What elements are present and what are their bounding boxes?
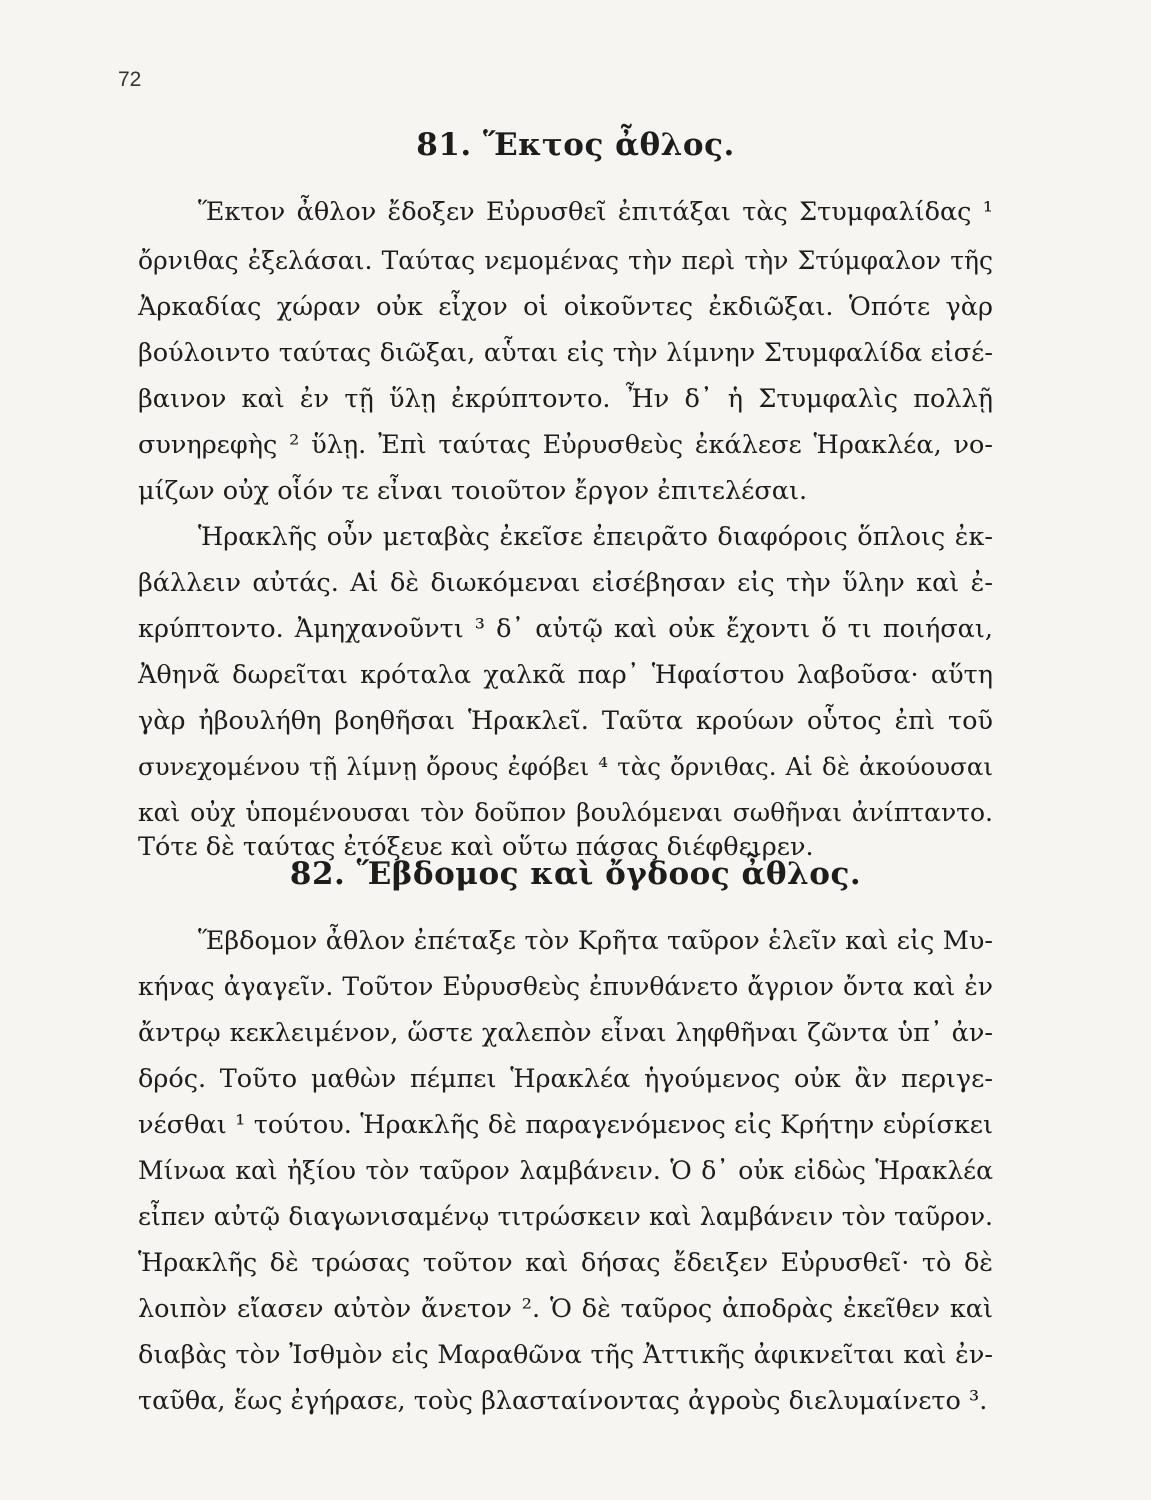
text-line: Τότε δὲ ταύτας ἐτόξευε καὶ οὕτω πάσας διέφθειρεν.: [138, 832, 814, 862]
text-line: Ἡρακλῆς οὖν μεταβὰς ἐκεῖσε ἐπειρᾶτο διαφόροις ὅπλοις ἐκ-: [198, 522, 993, 552]
text-line: συνηρεφὴς ² ὕλῃ. Ἐπὶ ταύτας Εὐρυσθεὺς ἐκάλεσε Ἡρακλέα, νο-: [138, 430, 993, 460]
text-line: συνεχομένου τῇ λίμνῃ ὄρους ἐφόβει ⁴ τὰς ὄρνιθας. Αἱ δὲ ἀκούουσαι: [138, 752, 993, 781]
text-line: κρύπτοντο. Ἀμηχανοῦντι ³ δ᾽ αὐτῷ καὶ οὐκ ἔχοντι ὅ τι ποιήσαι,: [138, 614, 993, 644]
text-line: βαινον καὶ ἐν τῇ ὕλῃ ἐκρύπτοντο. Ἦν δ᾽ ἡ Στυμφαλὶς πολλῇ: [138, 384, 993, 414]
text-line: γὰρ ἠβουλήθη βοηθῆσαι Ἡρακλεῖ. Ταῦτα κρούων οὗτος ἐπὶ τοῦ: [138, 706, 993, 736]
text-line: καὶ οὐχ ὑπομένουσαι τὸν δοῦπον βουλόμεναι σωθῆναι ἀνίπταντο.: [138, 798, 993, 827]
text-line: ὄρνιθας ἐξελάσαι. Ταύτας νεμομένας τὴν περὶ τὴν Στύμφαλον τῆς: [138, 246, 993, 275]
text-line: δρός. Τοῦτο μαθὼν πέμπει Ἡρακλέα ἡγούμενος οὐκ ἂν περιγε-: [138, 1064, 993, 1094]
text-line: κήνας ἀγαγεῖν. Τοῦτον Εὐρυσθεὺς ἐπυνθάνετο ἄγριον ὄντα καὶ ἐν: [138, 972, 993, 1001]
text-line: Ἡρακλῆς δὲ τρώσας τοῦτον καὶ δήσας ἔδειξεν Εὐρυσθεῖ· τὸ δὲ: [138, 1248, 993, 1278]
text-line: ἄντρῳ κεκλειμένον, ὥστε χαλεπὸν εἶναι ληφθῆναι ζῶντα ὑπ᾽ ἀν-: [138, 1018, 993, 1048]
page-number: 72: [118, 68, 142, 91]
text-line: λοιπὸν εἴασεν αὐτὸν ἄνετον ². Ὁ δὲ ταῦρος ἀποδρὰς ἐκεῖθεν καὶ: [138, 1294, 993, 1324]
text-line: μίζων οὐχ οἷόν τε εἶναι τοιοῦτον ἔργον ἐπιτελέσαι.: [138, 476, 808, 506]
section-82-heading: 82. Ἕβδομος καὶ ὄγδοος ἆθλος.: [289, 856, 862, 892]
text-line: βούλοιντο ταύτας διῶξαι, αὗται εἰς τὴν λίμνην Στυμφαλίδα εἰσέ-: [138, 338, 993, 368]
text-line: ταῦθα, ἕως ἐγήρασε, τοὺς βλασταίνοντας ἀγροὺς διελυμαίνετο ³.: [138, 1386, 988, 1416]
text-line: Ἕκτον ἆθλον ἔδοξεν Εὐρυσθεῖ ἐπιτάξαι τὰς Στυμφαλίδας ¹: [198, 197, 993, 227]
section-81-heading: 81. Ἕκτος ἆθλος.: [416, 127, 735, 163]
text-line: Ἀρκαδίας χώραν οὐκ εἶχον οἱ οἰκοῦντες ἐκδιῶξαι. Ὁπότε γὰρ: [138, 292, 993, 322]
text-line: βάλλειν αὐτάς. Αἱ δὲ διωκόμεναι εἰσέβησαν εἰς τὴν ὕλην καὶ ἐ-: [138, 568, 993, 598]
text-line: Ἀθηνᾶ δωρεῖται κρόταλα χαλκᾶ παρ᾽ Ἡφαίστου λαβοῦσα· αὕτη: [138, 660, 993, 690]
text-line: Ἕβδομον ἆθλον ἐπέταξε τὸν Κρῆτα ταῦρον ἑλεῖν καὶ εἰς Μυ-: [198, 926, 993, 956]
text-line: διαβὰς τὸν Ἰσθμὸν εἰς Μαραθῶνα τῆς Ἀττικῆς ἀφικνεῖται καὶ ἐν-: [138, 1340, 993, 1370]
text-line: εἶπεν αὐτῷ διαγωνισαμένῳ τιτρώσκειν καὶ λαμβάνειν τὸν ταῦρον.: [138, 1202, 993, 1231]
text-line: Μίνωα καὶ ἠξίου τὸν ταῦρον λαμβάνειν. Ὁ δ᾽ οὐκ εἰδὼς Ἡρακλέα: [138, 1156, 993, 1185]
text-line: νέσθαι ¹ τούτου. Ἡρακλῆς δὲ παραγενόμενος εἰς Κρήτην εὑρίσκει: [138, 1110, 993, 1140]
